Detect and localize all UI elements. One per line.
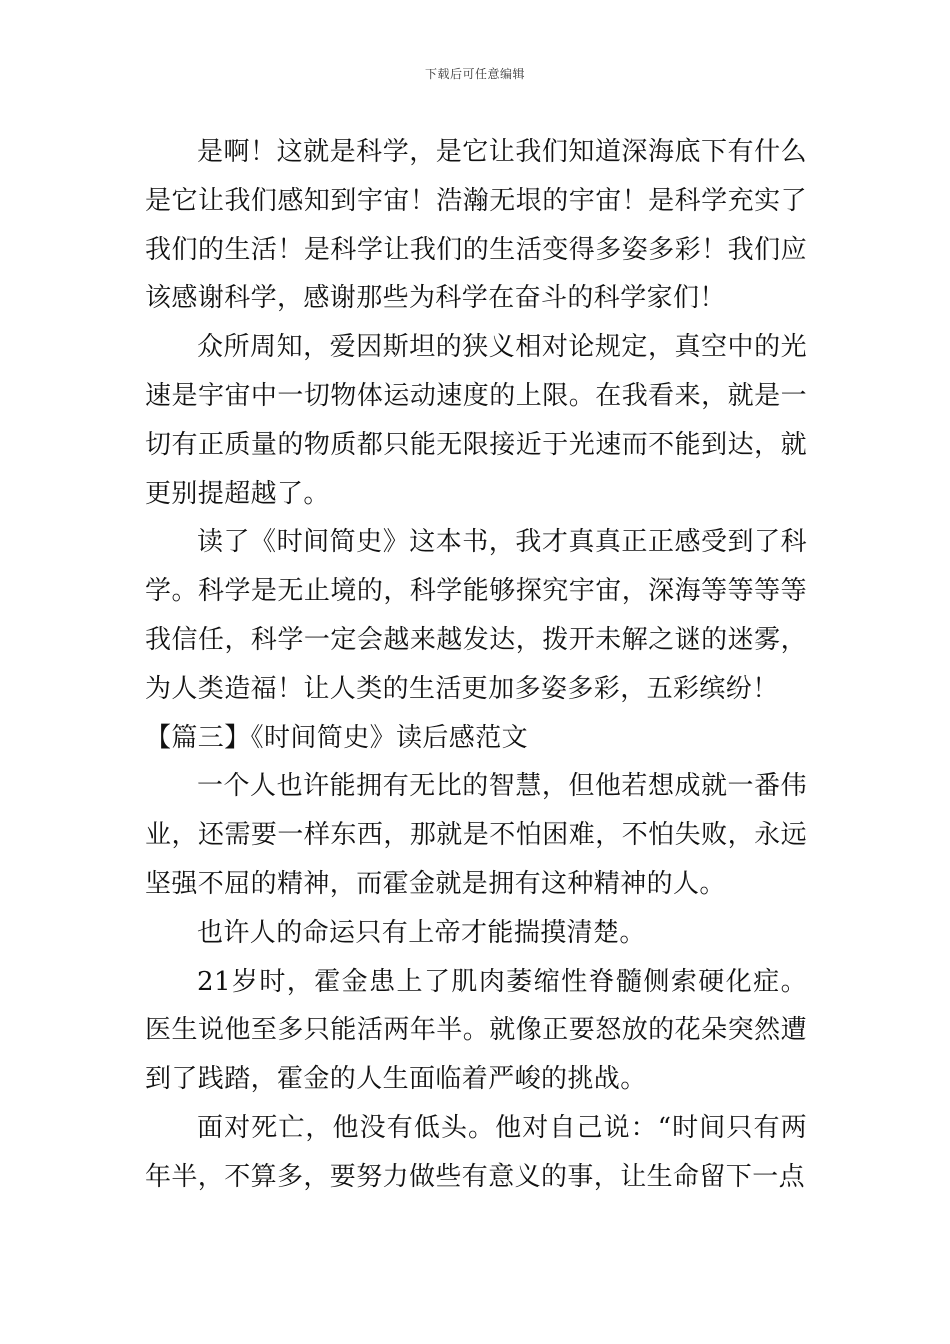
paragraph-science-praise: 是啊！这就是科学，是它让我们知道深海底下有什么是它让我们感知到宇宙！浩瀚无垠的宇宙！是科学充实了我们的生活！是科学让我们的生活变得多姿多彩！我们应该感谢科学，感谢那些为科学在奋斗的科学家们！ [145,137,807,314]
paragraph-spirit: 一个人也许能拥有无比的智慧，但他若想成就一番伟业，还需要一样东西，那就是不怕困难，不怕失败，永远坚强不屈的精神，而霍金就是拥有这种精神的人。 [145,771,807,899]
paragraph-relativity: 众所周知，爱因斯坦的狭义相对论规定，真空中的光速是宇宙中一切物体运动速度的上限。在我看来，就是一切有正质量的物质都只能无限接近于光速而不能到达，就更别提超越了。 [145,332,807,509]
paragraph-illness: 21岁时，霍金患上了肌肉萎缩性脊髓侧索硬化症。医生说他至多只能活两年半。就像正要怒放的花朵突然遭到了践踏，霍金的人生面临着严峻的挑战。 [145,966,807,1095]
paragraph-fate: 也许人的命运只有上帝才能揣摸清楚。 [197,917,646,948]
paragraph-reading-reflection: 读了《时间简史》这本书，我才真真正正感受到了科学。科学是无止境的，科学能够探究宇宙，深海等等等等我信任，科学一定会越来越发达，拨开未解之谜的迷雾，为人类造福！让人类的生活更加多姿多彩，五彩缤纷！ [145,527,807,704]
section-heading: 【篇三】《时间简史》读后感范文 [145,722,529,753]
paragraph-facing-death: 面对死亡，他没有低头。他对自己说：“时间只有两年半，不算多，要努力做些有意义的事，让生命留下一点 [145,1112,807,1192]
document-body [145,128,807,1202]
page-header: 下载后可任意编辑 [424,67,525,81]
